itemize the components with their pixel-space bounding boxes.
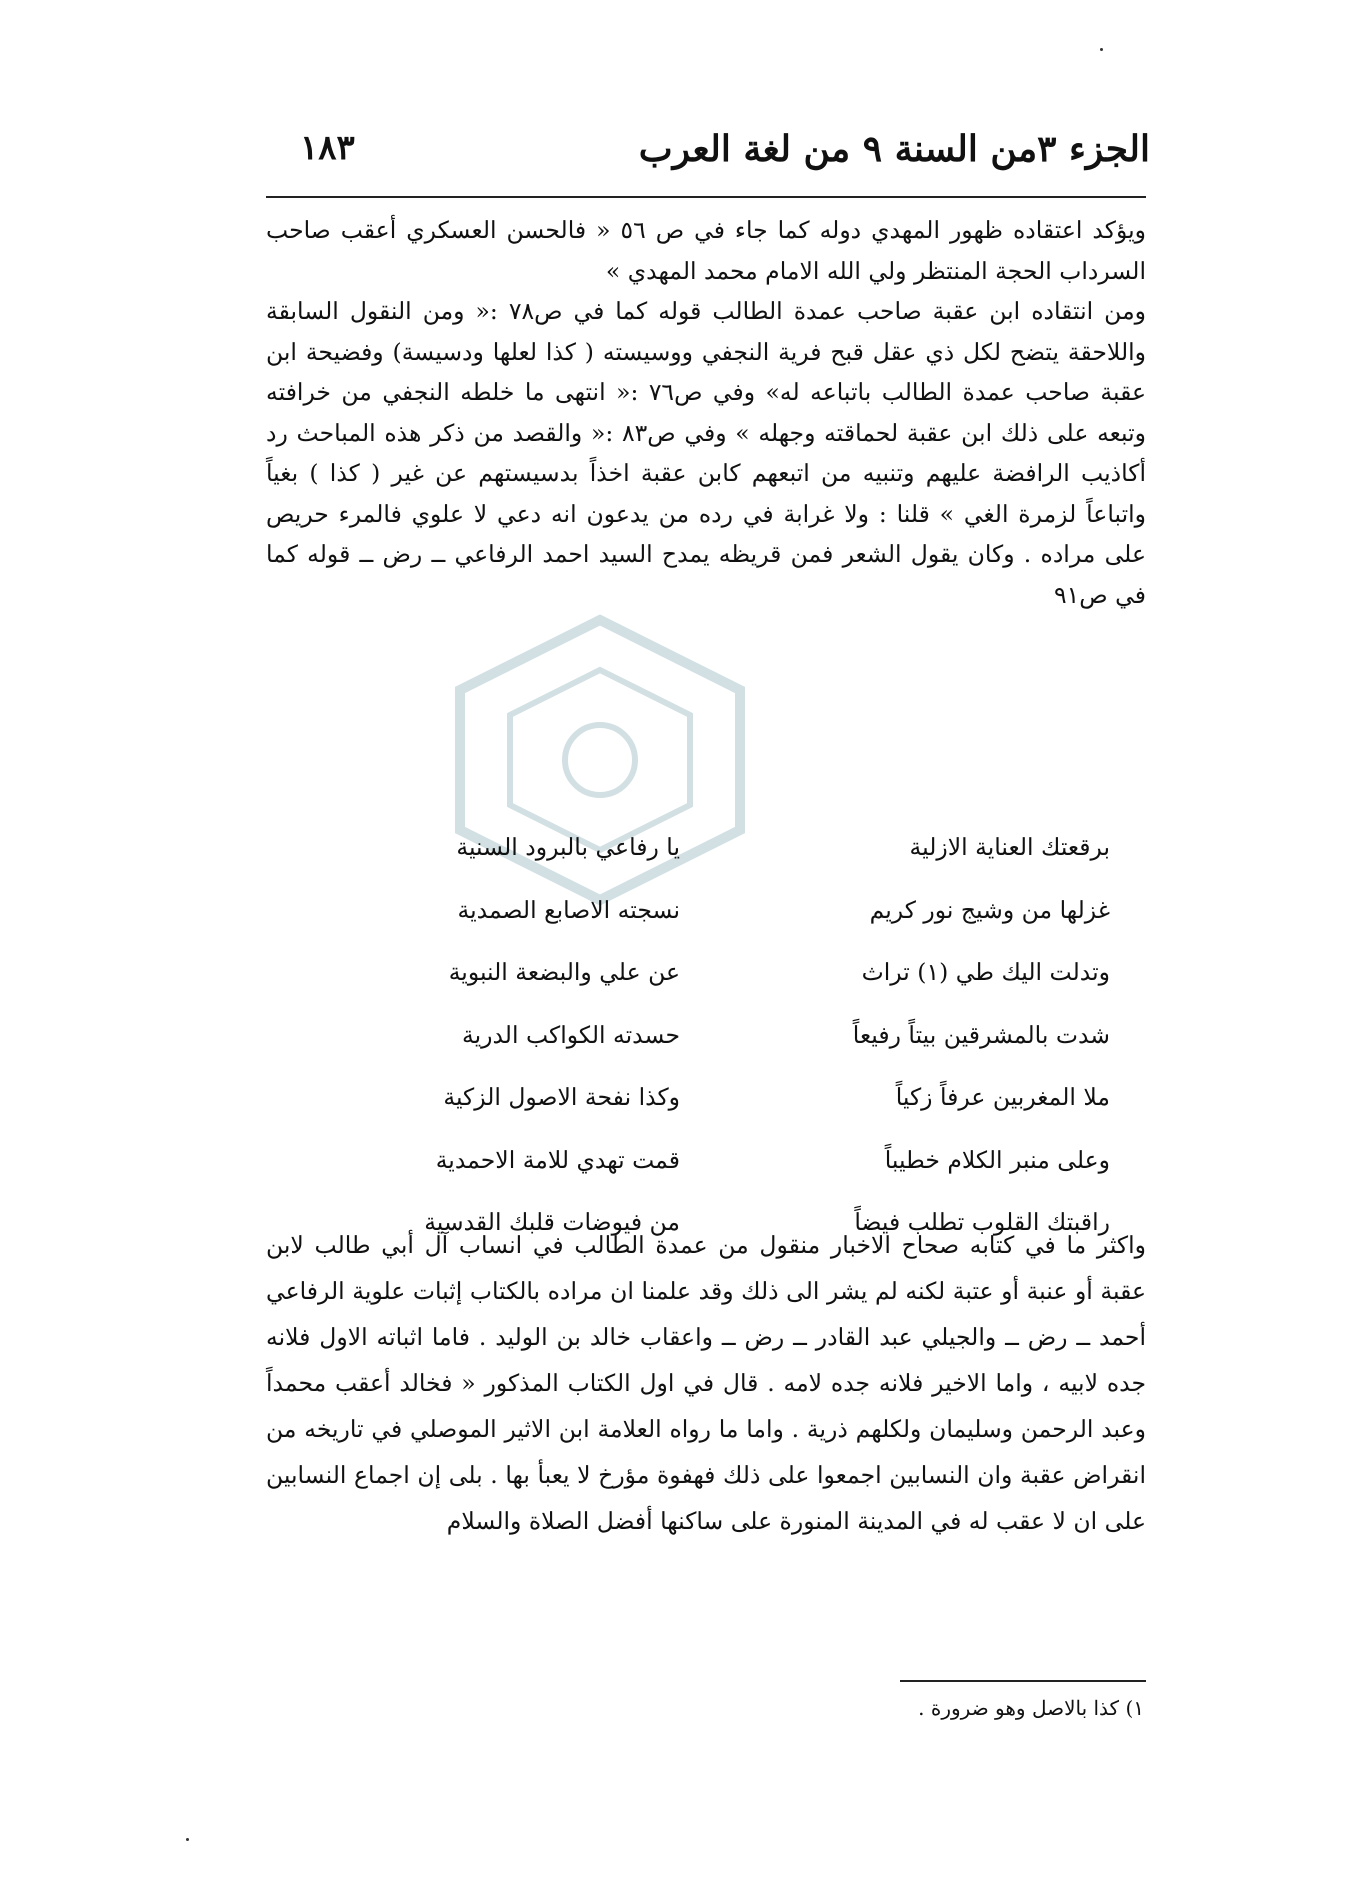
page-number: ١٨٣: [300, 128, 355, 168]
footnote: ١) كذا بالاصل وهو ضرورة .: [918, 1696, 1144, 1720]
verse-second-hemistich: حسدته الكواكب الدرية: [461, 1020, 680, 1049]
poem: [350, 816, 1110, 1254]
verse-second-hemistich: نسجته الاصابع الصمدية: [457, 895, 680, 924]
scan-speck: [186, 1838, 189, 1841]
body-text: [266, 210, 1146, 615]
body-text-continued: [266, 1222, 1146, 1544]
verse-first-hemistich: ملا المغربين عرفاً زكياً: [895, 1083, 1110, 1111]
poem-verse: [350, 1129, 1110, 1192]
verse-second-hemistich: يا رفاعي بالبرود السنية: [456, 833, 680, 861]
paragraph: ومن انتقاده ابن عقبة صاحب عمدة الطالب قوله كما في ص٧٨ :« ومن النقول السابقة واللاحقة يتضح لكل ذي عقل قبح فرية النجفي ووسيسته ( كذا لعلها ودسيسة) وفضيحة ابن عقبة صاحب عمدة الطالب باتباعه له» وفي ص٧٦ :« انتهى ما خلطه النجفي من خرافته وتبعه على ذلك ابن عقبة لحماقته وجهله » وفي ص٨٣ :« والقصد من ذكر هذه المباحث رد أكاذيب الرافضة عليهم وتنبيه من اتبعهم كابن عقبة اخذاً بدسيستهم عن غير ( كذا ) بغياً واتباعاً لزمرة الغي » قلنا : ولا غرابة في رده من يدعون انه دعي لا علوي فالمرء حريص على مراده . وكان يقول الشعر فمن قريظه يمدح السيد احمد الرفاعي ــ رض ــ قوله كما في ص٩١: [266, 297, 1147, 609]
verse-first-hemistich: وتدلت اليك طي (١) تراث: [861, 958, 1110, 986]
header-title: الجزء ٣من السنة ٩ من لغة العرب: [638, 128, 1150, 170]
verse-first-hemistich: راقبتك القلوب تطلب فيضاً: [854, 1208, 1110, 1236]
verse-first-hemistich: شدت بالمشرقين بيتاً رفيعاً: [852, 1020, 1110, 1049]
poem-verse: [350, 879, 1110, 942]
footnote-rule: [900, 1680, 1146, 1682]
verse-first-hemistich: وعلى منبر الكلام خطيباً: [884, 1145, 1110, 1174]
verse-second-hemistich: عن علي والبضعة النبوية: [448, 958, 680, 986]
poem-verse: [350, 1004, 1110, 1067]
running-header: [300, 128, 1150, 188]
poem-verse: [350, 941, 1110, 1004]
paragraph: واكثر ما في كتابه صحاح الاخبار منقول من عمدة الطالب في انساب آل أبي طالب لابن عقبة أو عنبة أو عتبة لكنه لم يشر الى ذلك وقد علمنا ان مراده بالكتاب إثبات علوية الرفاعي أحمد ــ رض ــ والجيلي عبد القادر ــ رض ــ واعقاب خالد بن الوليد . فاما اثباته الاول فلانه جده لابيه ، واما الاخير فلانه جده لامه . قال في اول الكتاب المذكور « فخالد أعقب محمداً وعبد الرحمن وسليمان ولكلهم ذرية . واما ما رواه العلامة ابن الاثير الموصلي في تاريخه من انقراض عقبة وان النسابين اجمعوا على ذلك فهفوة مؤرخ لا يعبأ بها . بلى إن اجماع النسابين على ان لا عقب له في المدينة المنورة على ساكنها أفضل الصلاة والسلام: [266, 1231, 1146, 1535]
poem-verse: [350, 1066, 1110, 1129]
poem-verse: [350, 816, 1110, 879]
paragraph: ويؤكد اعتقاده ظهور المهدي دوله كما جاء في ص ٥٦ « فالحسن العسكري أعقب صاحب السرداب الحجة المنتظر ولي الله الامام محمد المهدي »: [266, 216, 1146, 285]
verse-second-hemistich: من فيوضات قلبك القدسية: [424, 1208, 680, 1236]
verse-second-hemistich: وكذا نفحة الاصول الزكية: [443, 1083, 680, 1111]
verse-first-hemistich: برقعتك العناية الازلية: [909, 833, 1110, 861]
header-rule: [266, 196, 1146, 198]
verse-second-hemistich: قمت تهدي للامة الاحمدية: [435, 1145, 680, 1174]
scan-speck: [1100, 48, 1103, 51]
verse-first-hemistich: غزلها من وشيج نور كريم: [869, 895, 1110, 924]
